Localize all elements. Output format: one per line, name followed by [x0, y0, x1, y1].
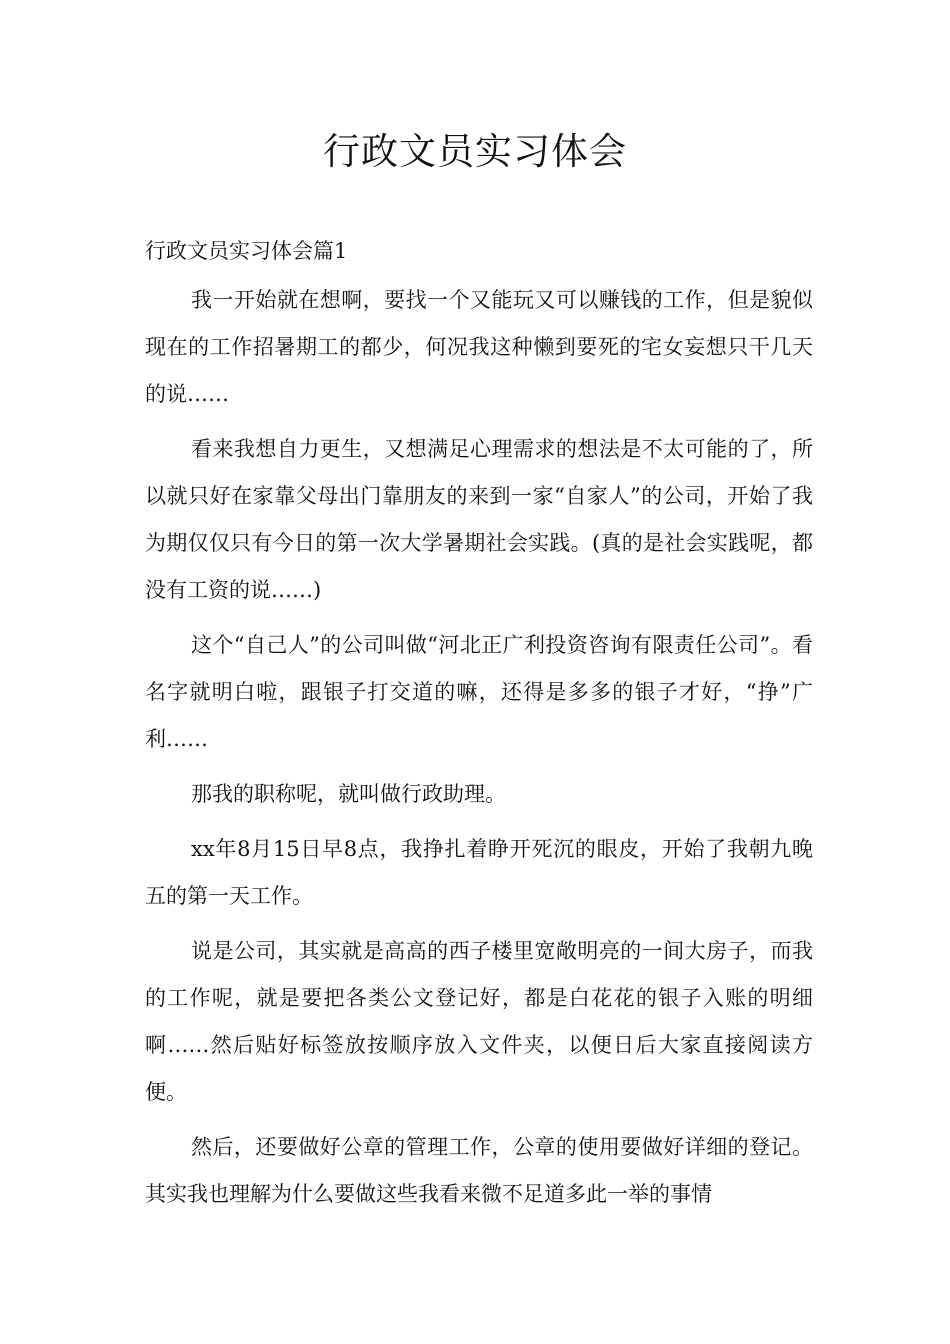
paragraph-1: 我一开始就在想啊，要找一个又能玩又可以赚钱的工作，但是貌似现在的工作招暑期工的都少，何况我这种懒到要死的宅女妄想只干几天的说……	[145, 288, 813, 406]
paragraph-3: 这个“自己人”的公司叫做“河北正广利投资咨询有限责任公司”。看名字就明白啦，跟银子打交道的嘛，还得是多多的银子才好，“挣”广利……	[145, 633, 813, 751]
paragraph-6: 说是公司，其实就是高高的西子楼里宽敞明亮的一间大房子，而我的工作呢，就是要把各类公文登记好，都是白花花的银子入账的明细啊……然后贴好标签放按顺序放入文件夹，以便日后大家直接阅读方便。	[145, 939, 813, 1104]
document-body	[145, 228, 813, 1226]
paragraph-7: 然后，还要做好公章的管理工作，公章的使用要做好详细的登记。其实我也理解为什么要做这些我看来微不足道多此一举的事情	[145, 1135, 813, 1206]
section-heading: 行政文员实习体会篇1	[145, 239, 348, 263]
paragraph-4: 那我的职称呢，就叫做行政助理。	[191, 782, 506, 806]
paragraph-5: xx年8月15日早8点，我挣扎着睁开死沉的眼皮，开始了我朝九晚五的第一天工作。	[145, 837, 813, 908]
document-title: 行政文员实习体会	[323, 130, 627, 173]
paragraph-2: 看来我想自力更生，又想满足心理需求的想法是不太可能的了，所以就只好在家靠父母出门靠朋友的来到一家“自家人”的公司，开始了我为期仅仅只有今日的第一次大学暑期社会实践。(真的是社会实践呢，都没有工资的说……)	[145, 437, 813, 602]
